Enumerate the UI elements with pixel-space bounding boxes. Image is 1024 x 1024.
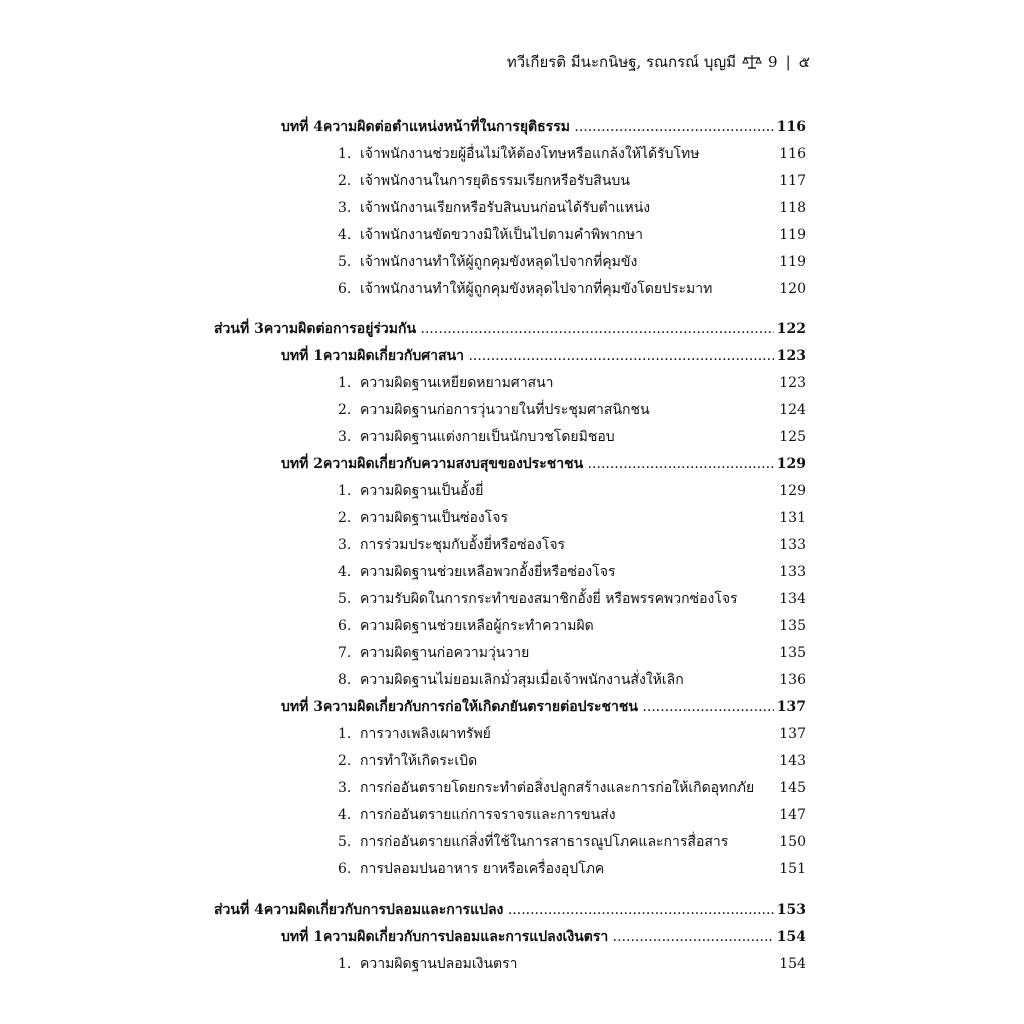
toc-title: ความผิดฐานไม่ยอมเลิกมั่วสุมเมื่อเจ้าพนักงานสั่งให้เลิก: [360, 672, 684, 688]
toc-item-row: [338, 507, 806, 529]
toc-page-number: 131: [779, 510, 806, 526]
toc-title: การก่ออันตรายแก่สิ่งที่ใช้ในการสาธารณูปโภคและการสื่อสาร: [360, 834, 729, 850]
toc-title: เจ้าพนักงานเรียกหรือรับสินบนก่อนได้รับตำแหน่ง: [360, 200, 651, 216]
toc-title: ความผิดฐานเหยียดหยามศาสนา: [360, 375, 554, 391]
toc-part-row: [214, 899, 806, 921]
toc-title: ความผิดเกี่ยวกับความสงบสุขของประชาชน .....: [323, 453, 774, 475]
toc-title: ความรับผิดในการกระทำของสมาชิกอั้งยี่ หรือพรรคพวกซ่องโจร: [360, 591, 738, 607]
toc-page-number: 125: [779, 429, 806, 445]
header-page-number: 9: [768, 53, 778, 71]
toc-item-row: [338, 642, 806, 664]
toc-item-row: [338, 588, 806, 610]
toc-item-number: 7.: [338, 645, 352, 661]
toc-page-number: 153: [776, 902, 806, 918]
toc-page-number: 147: [779, 807, 806, 823]
toc-item-number: 5.: [338, 254, 352, 270]
toc-item-number: 6.: [338, 618, 352, 634]
toc-prefix: ส่วนที่ 4: [214, 902, 264, 918]
toc-item-row: [338, 399, 806, 421]
toc-title: การวางเพลิงเผาทรัพย์: [360, 726, 491, 742]
toc-item-number: 3.: [338, 537, 352, 553]
toc-chapter-row: [281, 696, 806, 718]
toc-prefix: ส่วนที่ 3: [214, 321, 264, 337]
toc-item-number: 8.: [338, 672, 352, 688]
toc-page-number: 151: [779, 861, 806, 877]
toc-item-number: 6.: [338, 281, 352, 297]
toc-item-row: [338, 804, 806, 826]
toc-title: ความผิดฐานแต่งกายเป็นนักบวชโดยมิชอบ: [360, 429, 615, 445]
toc-item-row: [338, 480, 806, 502]
toc-page-number: 137: [776, 699, 806, 715]
toc-item-row: [338, 251, 806, 273]
toc-item-number: 5.: [338, 834, 352, 850]
toc-item-row: [338, 143, 806, 165]
toc-item-row: [338, 426, 806, 448]
toc-page-number: 150: [779, 834, 806, 850]
toc-page-number: 118: [779, 200, 806, 216]
toc-page-number: 119: [779, 227, 806, 243]
toc-title: เจ้าพนักงานในการยุติธรรมเรียกหรือรับสินบน: [360, 173, 630, 189]
toc-item-row: [338, 858, 806, 880]
toc-prefix: บทที่ 1: [281, 348, 323, 364]
toc-title: ความผิดฐานปลอมเงินตรา: [360, 956, 518, 972]
toc-chapter-row: [281, 345, 806, 367]
toc-title: การก่ออันตรายแก่การจราจรและการขนส่ง: [360, 807, 616, 823]
toc-title: การทำให้เกิดระเบิด: [360, 753, 478, 769]
toc-page-number: 145: [779, 780, 806, 796]
toc-title: ความผิดต่อการอยู่ร่วมกัน .....: [264, 318, 774, 340]
toc-page-number: 135: [779, 618, 806, 634]
toc-title: เจ้าพนักงานช่วยผู้อื่นไม่ให้ต้องโทษหรือแกล้งให้ได้รับโทษ: [360, 146, 700, 162]
toc-item-row: [338, 669, 806, 691]
toc-item-row: [338, 561, 806, 583]
toc-page-number: 135: [779, 645, 806, 661]
toc-prefix: บทที่ 2: [281, 456, 323, 472]
toc-item-number: 3.: [338, 429, 352, 445]
toc-page-number: 123: [776, 348, 806, 364]
toc-item-number: 1.: [338, 375, 352, 391]
toc-title: ความผิดเกี่ยวกับการปลอมและการแปลง .....: [264, 899, 774, 921]
toc-title: ความผิดฐานก่อการวุ่นวายในที่ประชุมศาสนิกชน: [360, 402, 650, 418]
toc-item-row: [338, 197, 806, 219]
toc-page-number: 143: [779, 753, 806, 769]
toc-page-number: 122: [776, 321, 806, 337]
toc-page-number: 119: [779, 254, 806, 270]
header-authors: ทวีเกียรติ มีนะกนิษฐ, รณกรณ์ บุญมี: [506, 53, 737, 71]
toc-item-row: [338, 777, 806, 799]
toc-item-row: [338, 372, 806, 394]
toc-item-number: 6.: [338, 861, 352, 877]
toc-page-number: 134: [779, 591, 806, 607]
toc-item-row: [338, 831, 806, 853]
toc-item-row: [338, 224, 806, 246]
toc-page-number: 123: [779, 375, 806, 391]
toc-title: ความผิดฐานช่วยเหลือพวกอั้งยี่หรือซ่องโจร: [360, 564, 616, 580]
toc-part-row: [214, 318, 806, 340]
toc-page-number: 120: [779, 281, 806, 297]
toc-page-number: 136: [779, 672, 806, 688]
toc-title: เจ้าพนักงานทำให้ผู้ถูกคุมขังหลุดไปจากที่คุมขังโดยประมาท: [360, 281, 713, 297]
toc-title: ความผิดฐานก่อความวุ่นวาย: [360, 645, 530, 661]
toc-title: การร่วมประชุมกับอั้งยี่หรือซ่องโจร: [360, 537, 566, 553]
toc-item-row: [338, 170, 806, 192]
toc-item-number: 4.: [338, 564, 352, 580]
toc-title: การปลอมปนอาหาร ยาหรือเครื่องอุปโภค: [360, 861, 605, 877]
toc-chapter-row: [281, 116, 806, 138]
toc-item-number: 4.: [338, 807, 352, 823]
toc-item-number: 3.: [338, 780, 352, 796]
toc-item-row: [338, 750, 806, 772]
toc-item-row: [338, 534, 806, 556]
toc-page-number: 116: [776, 119, 806, 135]
toc-prefix: บทที่ 4: [281, 119, 323, 135]
toc-page-number: 133: [779, 537, 806, 553]
toc-page-number: 133: [779, 564, 806, 580]
toc-item-number: 2.: [338, 510, 352, 526]
toc-page-number: 117: [779, 173, 806, 189]
toc-page-number: 116: [779, 146, 806, 162]
toc-title: ความผิดเกี่ยวกับการปลอมและการแปลงเงินตรา .....: [323, 926, 774, 948]
toc-item-row: [338, 278, 806, 300]
toc-page-number: 154: [779, 956, 806, 972]
toc-page-number: 137: [779, 726, 806, 742]
toc-item-row: [338, 615, 806, 637]
toc-title: การก่ออันตรายโดยกระทำต่อสิ่งปลูกสร้างและการก่อให้เกิดอุทกภัย: [360, 780, 755, 796]
toc-prefix: บทที่ 3: [281, 699, 323, 715]
toc-item-row: [338, 723, 806, 745]
toc-title: ความผิดเกี่ยวกับศาสนา .....: [323, 345, 774, 367]
toc-item-number: 3.: [338, 200, 352, 216]
toc-item-number: 4.: [338, 227, 352, 243]
toc-title: เจ้าพนักงานขัดขวางมิให้เป็นไปตามคำพิพากษา: [360, 227, 643, 243]
toc-item-number: 2.: [338, 753, 352, 769]
toc-item-number: 2.: [338, 173, 352, 189]
toc-title: เจ้าพนักงานทำให้ผู้ถูกคุมขังหลุดไปจากที่คุมขัง: [360, 254, 638, 270]
toc-page-number: 129: [779, 483, 806, 499]
toc-title: ความผิดเกี่ยวกับการก่อให้เกิดภยันตรายต่อประชาชน .....: [323, 696, 774, 718]
toc-item-number: 2.: [338, 402, 352, 418]
toc-title: ความผิดฐานช่วยเหลือผู้กระทำความผิด: [360, 618, 594, 634]
toc-title: ความผิดฐานเป็นซ่องโจร: [360, 510, 508, 526]
toc-item-number: 1.: [338, 483, 352, 499]
toc-prefix: บทที่ 1: [281, 929, 323, 945]
toc-item-number: 1.: [338, 146, 352, 162]
toc-item-number: 1.: [338, 726, 352, 742]
toc-item-number: 1.: [338, 956, 352, 972]
toc-page-number: 124: [779, 402, 806, 418]
toc-page-number: 129: [776, 456, 806, 472]
toc-page-number: 154: [776, 929, 806, 945]
toc-chapter-row: [281, 453, 806, 475]
header-separator: |: [785, 53, 791, 71]
toc-item-row: [338, 953, 806, 975]
toc-title: ความผิดฐานเป็นอั้งยี่: [360, 483, 484, 499]
header-page-number-thai: ๕: [798, 53, 810, 71]
toc-item-number: 5.: [338, 591, 352, 607]
toc-chapter-row: [281, 926, 806, 948]
toc-title: ความผิดต่อตำแหน่งหน้าที่ในการยุติธรรม .....: [323, 116, 774, 138]
